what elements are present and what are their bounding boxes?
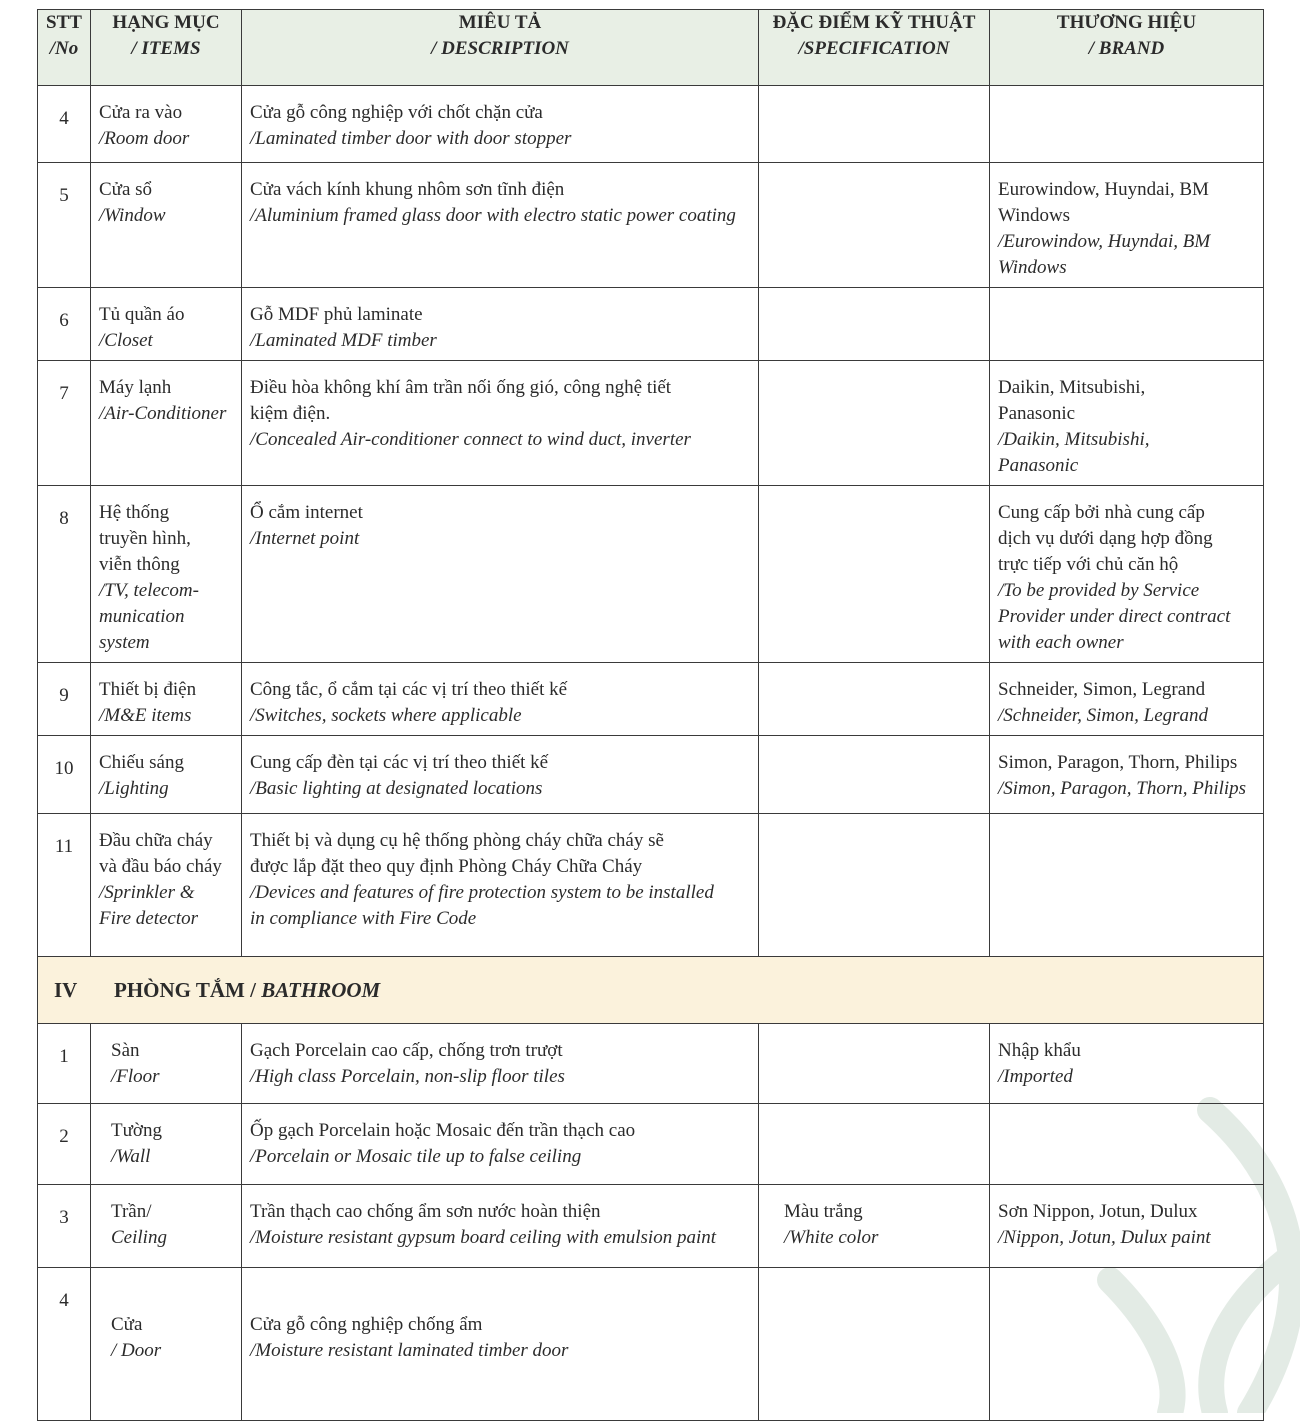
description-text-en: /Internet point xyxy=(250,528,360,549)
description-text: được lắp đặt theo quy định Phòng Cháy Chữa Cháy xyxy=(250,856,643,877)
cell-brand xyxy=(990,361,1264,486)
header-no: STT /No xyxy=(38,10,91,86)
table-row xyxy=(38,663,1264,736)
table-row xyxy=(38,86,1264,163)
cell-item xyxy=(91,1104,242,1185)
item-text-en: munication xyxy=(99,606,185,627)
cell-specification xyxy=(759,1024,990,1104)
brand-text: Simon, Paragon, Thorn, Philips xyxy=(998,752,1238,773)
cell-specification xyxy=(759,663,990,736)
description-text: Cửa gỗ công nghiệp với chốt chặn cửa xyxy=(250,102,543,123)
brand-text: Windows xyxy=(998,205,1071,226)
cell-description xyxy=(242,663,759,736)
brand-text: Panasonic xyxy=(998,403,1076,424)
description-text: kiệm điện. xyxy=(250,403,331,424)
header-specification: ĐẶC ĐIỂM KỸ THUẬT /SPECIFICATION xyxy=(759,10,990,86)
table-row xyxy=(38,1268,1264,1421)
item-text-en: /Floor xyxy=(111,1066,160,1087)
cell-item xyxy=(91,1268,242,1421)
cell-brand xyxy=(990,736,1264,814)
cell-specification xyxy=(759,1104,990,1185)
item-text: Tủ quần áo xyxy=(99,304,185,325)
row-number: 2 xyxy=(38,1104,91,1185)
cell-specification xyxy=(759,361,990,486)
cell-specification xyxy=(759,1185,990,1268)
description-text: Trần thạch cao chống ẩm sơn nước hoàn thiện xyxy=(250,1201,601,1222)
cell-brand xyxy=(990,1185,1264,1268)
brand-text: Sơn Nippon, Jotun, Dulux xyxy=(998,1201,1198,1222)
cell-brand xyxy=(990,1268,1264,1421)
description-text-en: /Devices and features of fire protection system to be installed xyxy=(250,882,714,903)
brand-text: Nhập khẩu xyxy=(998,1040,1081,1061)
cell-description xyxy=(242,486,759,663)
header-items: HẠNG MỤC / ITEMS xyxy=(91,10,242,86)
row-number: 5 xyxy=(38,163,91,288)
brand-text-en: /To be provided by Service xyxy=(998,580,1200,601)
table-row xyxy=(38,163,1264,288)
cell-item xyxy=(91,736,242,814)
description-text: Gạch Porcelain cao cấp, chống trơn trượt xyxy=(250,1040,563,1061)
table-row xyxy=(38,288,1264,361)
brand-text-en: /Daikin, Mitsubishi, xyxy=(998,429,1150,450)
description-text-en: /Laminated MDF timber xyxy=(250,330,437,351)
description-text: Ổ cắm internet xyxy=(250,502,363,523)
item-text: Sàn xyxy=(111,1040,140,1061)
row-number: 11 xyxy=(38,814,91,957)
header-brand: THƯƠNG HIỆU / BRAND xyxy=(990,10,1264,86)
item-text: viễn thông xyxy=(99,554,180,575)
item-text-en: /TV, telecom- xyxy=(99,580,199,601)
item-text: Máy lạnh xyxy=(99,377,172,398)
cell-item xyxy=(91,663,242,736)
table-row xyxy=(38,814,1264,957)
cell-brand xyxy=(990,163,1264,288)
cell-specification xyxy=(759,163,990,288)
cell-specification xyxy=(759,486,990,663)
table-row xyxy=(38,1024,1264,1104)
item-text-en: /Window xyxy=(99,205,166,226)
row-number: 7 xyxy=(38,361,91,486)
table-row xyxy=(38,361,1264,486)
table-body-rooms xyxy=(38,86,1264,957)
description-text: Cung cấp đèn tại các vị trí theo thiết kế xyxy=(250,752,549,773)
item-text: và đầu báo cháy xyxy=(99,856,222,877)
cell-brand xyxy=(990,1104,1264,1185)
brand-text: trực tiếp với chủ căn hộ xyxy=(998,554,1179,575)
table-body-bathroom xyxy=(38,1024,1264,1421)
item-text-en: /Room door xyxy=(99,128,190,149)
brand-text: dịch vụ dưới dạng hợp đồng xyxy=(998,528,1213,549)
description-text-en: /Aluminium framed glass door with electro static power coating xyxy=(250,205,736,226)
row-number: 4 xyxy=(38,1268,91,1421)
brand-text: Schneider, Simon, Legrand xyxy=(998,679,1206,700)
description-text-en: /Concealed Air-conditioner connect to wind duct, inverter xyxy=(250,429,691,450)
cell-brand xyxy=(990,86,1264,163)
section-title-vi: PHÒNG TẮM / xyxy=(114,978,262,1002)
brand-text-en: Windows xyxy=(998,257,1067,278)
cell-description xyxy=(242,1104,759,1185)
row-number: 10 xyxy=(38,736,91,814)
description-text-en: in compliance with Fire Code xyxy=(250,908,477,929)
cell-item xyxy=(91,361,242,486)
brand-text-en: /Nippon, Jotun, Dulux paint xyxy=(998,1227,1211,1248)
item-text-en: system xyxy=(99,632,150,653)
brand-text: Cung cấp bởi nhà cung cấp xyxy=(998,502,1205,523)
cell-specification xyxy=(759,814,990,957)
description-text-en: /Basic lighting at designated locations xyxy=(250,778,543,799)
cell-item xyxy=(91,1185,242,1268)
item-text: Cửa sổ xyxy=(99,179,153,200)
item-text-en: /Air-Conditioner xyxy=(99,403,227,424)
description-text: Cửa vách kính khung nhôm sơn tĩnh điện xyxy=(250,179,565,200)
cell-item xyxy=(91,288,242,361)
cell-brand xyxy=(990,814,1264,957)
description-text-en: /High class Porcelain, non-slip floor tiles xyxy=(250,1066,565,1087)
cell-description xyxy=(242,1185,759,1268)
brand-text: Eurowindow, Huyndai, BM xyxy=(998,179,1209,200)
cell-specification xyxy=(759,86,990,163)
description-text: Ốp gạch Porcelain hoặc Mosaic đến trần thạch cao xyxy=(250,1120,636,1141)
brand-text-en: /Simon, Paragon, Thorn, Philips xyxy=(998,778,1247,799)
cell-brand xyxy=(990,486,1264,663)
header-description: MIÊU TẢ / DESCRIPTION xyxy=(242,10,759,86)
item-text: Cửa ra vào xyxy=(99,102,183,123)
item-text: Cửa xyxy=(111,1314,143,1335)
item-text: truyền hình, xyxy=(99,528,191,549)
cell-specification xyxy=(759,288,990,361)
item-text-en: /M&E items xyxy=(99,705,192,726)
cell-item xyxy=(91,486,242,663)
item-text: Chiếu sáng xyxy=(99,752,184,773)
description-text: Gỗ MDF phủ laminate xyxy=(250,304,423,325)
table-row xyxy=(38,1185,1264,1268)
cell-specification xyxy=(759,736,990,814)
description-text: Thiết bị và dụng cụ hệ thống phòng cháy chữa cháy sẽ xyxy=(250,830,664,851)
cell-description xyxy=(242,288,759,361)
cell-description xyxy=(242,163,759,288)
item-text: Trần/ xyxy=(111,1201,152,1222)
cell-description xyxy=(242,736,759,814)
cell-description xyxy=(242,86,759,163)
brand-text-en: /Schneider, Simon, Legrand xyxy=(998,705,1209,726)
item-text-en: /Lighting xyxy=(99,778,169,799)
cell-description xyxy=(242,814,759,957)
cell-item xyxy=(91,814,242,957)
table-row xyxy=(38,486,1264,663)
brand-text-en: /Eurowindow, Huyndai, BM xyxy=(998,231,1211,252)
section-row-bathroom xyxy=(38,957,1264,1024)
section-heading xyxy=(38,957,1264,1024)
specification-table xyxy=(37,9,1264,1421)
brand-text: Daikin, Mitsubishi, xyxy=(998,377,1146,398)
cell-specification xyxy=(759,1268,990,1421)
item-text-en: /Closet xyxy=(99,330,153,351)
description-text-en: /Moisture resistant laminated timber door xyxy=(250,1340,569,1361)
item-text: Tường xyxy=(111,1120,162,1141)
item-text-en: Ceiling xyxy=(111,1227,167,1248)
item-text: Hệ thống xyxy=(99,502,170,523)
description-text-en: /Porcelain or Mosaic tile up to false ceiling xyxy=(250,1146,582,1167)
section-title-en: BATHROOM xyxy=(261,978,381,1002)
brand-text-en: Panasonic xyxy=(998,455,1079,476)
brand-text-en: with each owner xyxy=(998,632,1124,653)
brand-text-en: /Imported xyxy=(998,1066,1073,1087)
description-text-en: /Switches, sockets where applicable xyxy=(250,705,522,726)
cell-description xyxy=(242,1268,759,1421)
description-text: Điều hòa không khí âm trần nối ống gió, công nghệ tiết xyxy=(250,377,672,398)
row-number: 9 xyxy=(38,663,91,736)
table-row xyxy=(38,1104,1264,1185)
row-number: 3 xyxy=(38,1185,91,1268)
cell-item xyxy=(91,1024,242,1104)
cell-item xyxy=(91,163,242,288)
item-text-en: Fire detector xyxy=(99,908,199,929)
row-number: 4 xyxy=(38,86,91,163)
description-text: Cửa gỗ công nghiệp chống ẩm xyxy=(250,1314,483,1335)
item-text-en: / Door xyxy=(111,1340,162,1361)
cell-description xyxy=(242,361,759,486)
item-text: Thiết bị điện xyxy=(99,679,197,700)
cell-item xyxy=(91,86,242,163)
table-header-row xyxy=(38,10,1264,86)
description-text-en: /Moisture resistant gypsum board ceiling with emulsion paint xyxy=(250,1227,717,1248)
brand-text-en: Provider under direct contract xyxy=(998,606,1231,627)
cell-brand xyxy=(990,1024,1264,1104)
cell-brand xyxy=(990,663,1264,736)
item-text-en: /Wall xyxy=(111,1146,151,1167)
specification-text-en: /White color xyxy=(784,1227,879,1248)
description-text: Công tắc, ổ cắm tại các vị trí theo thiết kế xyxy=(250,679,568,700)
cell-description xyxy=(242,1024,759,1104)
specification-text: Màu trắng xyxy=(784,1201,863,1222)
description-text-en: /Laminated timber door with door stopper xyxy=(250,128,572,149)
row-number: 1 xyxy=(38,1024,91,1104)
table-row xyxy=(38,736,1264,814)
row-number: 8 xyxy=(38,486,91,663)
table-body-section xyxy=(38,957,1264,1024)
row-number: 6 xyxy=(38,288,91,361)
item-text: Đầu chữa cháy xyxy=(99,830,213,851)
cell-brand xyxy=(990,288,1264,361)
section-number: IV xyxy=(54,978,78,1002)
item-text-en: /Sprinkler & xyxy=(99,882,195,903)
